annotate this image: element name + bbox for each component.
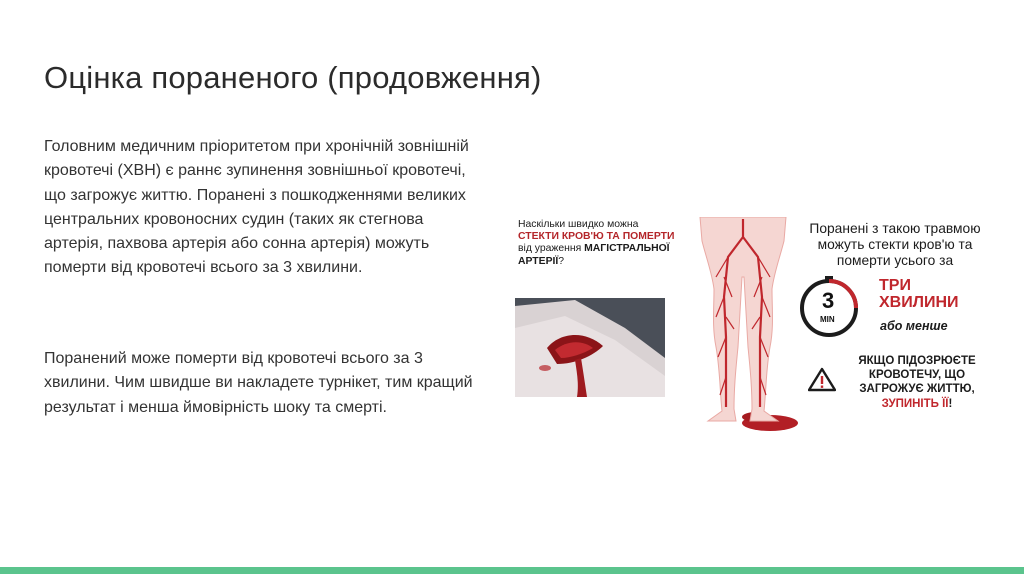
warning-triangle-icon [808,367,836,392]
warning-text-main: ЯКЩО ПІДОЗРЮЄТЕ КРОВОТЕЧУ, ЩО ЗАГРОЖУЄ ЖИТТЮ, [858,355,976,396]
infographic-question [518,219,678,268]
bottom-accent-bar [0,567,1024,574]
body-paragraph-2: Поранений може померти від кровотечі всього за 3 хвилини. Чим швидше ви накладете турнікет, тим кращий результат і менша ймовірність шоку та смерті. [44,350,473,416]
question-artery: МАГІСТРАЛЬНОЇ АРТЕРІЇ [518,243,670,267]
question-emphasis: СТЕКТИ КРОВ'Ю ТА ПОМЕРТИ [518,231,675,243]
question-text-2: від ураження [518,243,582,255]
warning-text [842,354,992,411]
wound-photo [515,298,665,397]
timer-number: 3 [822,288,835,313]
timer-unit: MIN [820,315,835,324]
body-paragraph-1: Головним медичним пріоритетом при хронічній зовнішній кровотечі (ХВН) є раннє зупинення зовнішньої кровотечі, що загрожує життю. Поранені з пошкодженнями великих центральних кровоносних судин (таких як стегнова артерія, пахвова артерія або сонна артерія) можуть померти від кровотечі всього за 3 хвилини. [44,138,469,277]
question-text: Наскільки швидко можна [518,219,639,230]
warning-stop: ЗУПИНІТЬ ЇЇ [881,397,949,410]
or-less-label: або менше [880,319,948,333]
question-mark: ? [558,255,565,267]
legs-illustration [682,217,804,435]
bleeding-infographic [512,212,990,438]
three-minutes-label: ТРИ ХВИЛИНИ [879,277,959,311]
slide-title: Оцінка пораненого (продовження) [44,60,542,95]
warning-exclamation: ! [948,397,953,410]
survive-text: Поранені з такою травмою можуть стекти кров'ю та померти усього за [809,221,981,268]
